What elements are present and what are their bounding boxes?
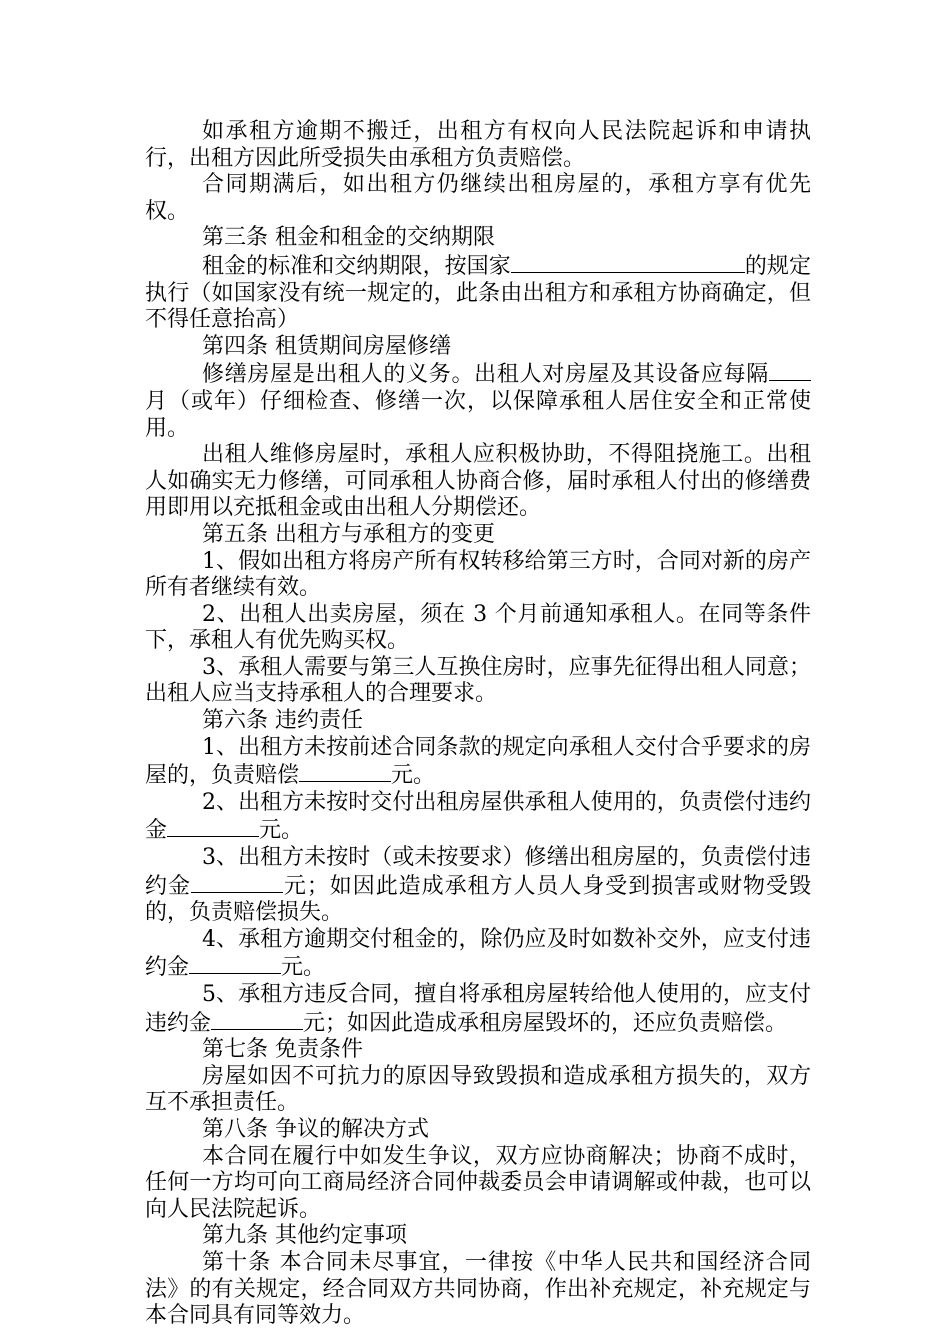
heading-article-4	[145, 334, 811, 361]
text: 租金的标准和交纳期限，按国家	[202, 253, 511, 279]
document-page	[145, 119, 811, 1330]
heading-article-8	[145, 1117, 811, 1144]
text: 月（或年）仔细检查、修缮一次，以保障承租人居住安全和正常使用。	[145, 388, 811, 441]
text: 5、承租方违反合同，擅自将承租房屋转给他人使用的，应支付违约金	[145, 982, 811, 1036]
text: 第十条 本合同未尽事宜，一律按《中华人民共和国经济合同法》的有关规定，经合同双方共同协商，作出补充规定，补充规定与本合同具有同等效力。	[145, 1249, 811, 1329]
heading-article-9	[145, 1223, 811, 1250]
text: 3、承租人需要与第三人互换住房时，应事先征得出租人同意；出租人应当支持承租人的合理要求。	[145, 654, 811, 707]
paragraph-breach-4	[145, 927, 811, 982]
text: 2、出租人出卖房屋，须在 3 个月前通知承租人。在同等条件下，承租人有优先购买权。	[145, 601, 811, 654]
text: 第四条 租赁期间房屋修缮	[202, 333, 451, 359]
heading-article-6	[145, 708, 811, 735]
paragraph-repair-duty	[145, 360, 811, 442]
paragraph-eviction	[145, 119, 811, 172]
text: 第三条 租金和租金的交纳期限	[202, 225, 495, 251]
text: 2、出租方未按时交付出租房屋供承租人使用的，负责偿付违约金	[145, 789, 811, 844]
paragraph-breach-3	[145, 845, 811, 927]
text: 元。	[281, 955, 326, 981]
text: 本合同在履行中如发生争议，双方应协商解决；协商不成时，任何一方均可向工商局经济合同仲裁委员会申请调解或仲裁，也可以向人民法院起诉。	[145, 1143, 811, 1222]
text: 元。	[391, 763, 436, 789]
paragraph-breach-2	[145, 790, 811, 845]
text: 3、出租方未按时（或未按要求）修缮出租房屋的，负责偿付违约金	[145, 845, 811, 899]
fill-in-blank	[511, 252, 745, 273]
text: 合同期满后，如出租方仍继续出租房屋的，承租方享有优先权。	[145, 172, 811, 224]
fill-in-blank	[211, 1009, 303, 1030]
paragraph-breach-5	[145, 982, 811, 1037]
text: 如承租方逾期不搬迁，出租方有权向人民法院起诉和申请执行，出租方因此所受损失由承租方负责赔偿。	[145, 119, 811, 171]
paragraph-breach-1	[145, 735, 811, 790]
fill-in-blank	[769, 360, 811, 381]
paragraph-force-majeure	[145, 1064, 811, 1117]
heading-article-3	[145, 225, 811, 252]
paragraph-change-2	[145, 602, 811, 655]
text: 第六条 违约责任	[202, 708, 363, 734]
paragraph-repair-assist	[145, 442, 811, 522]
fill-in-blank	[189, 953, 281, 974]
fill-in-blank	[299, 761, 391, 782]
text: 元；如因此造成承租方人员人身受到损害或财物受毁的，负责赔偿损失。	[145, 873, 811, 926]
heading-article-5	[145, 522, 811, 549]
paragraph-priority	[145, 172, 811, 225]
text: 修缮房屋是出租人的义务。出租人对房屋及其设备应每隔	[202, 362, 769, 388]
paragraph-change-1	[145, 549, 811, 602]
text: 第八条 争议的解决方式	[202, 1116, 429, 1142]
text: 元。	[259, 818, 304, 844]
text: 第七条 免责条件	[202, 1037, 363, 1063]
text: 1、出租方未按前述合同条款的规定向承租人交付合乎要求的房屋的，负责赔偿	[145, 734, 811, 789]
text: 的规定执行（如国家没有统一规定的，此条由出租方和承租方协商确定，但不得任意抬高）	[145, 253, 811, 333]
fill-in-blank	[167, 816, 259, 837]
text: 元；如因此造成承租房屋毁坏的，还应负责赔偿。	[303, 1010, 788, 1036]
paragraph-dispute	[145, 1144, 811, 1224]
text: 4、承租方逾期交付租金的，除仍应及时如数补交外，应支付违约金	[145, 926, 811, 981]
text: 1、假如出租方将房产所有权转移给第三方时，合同对新的房产所有者继续有效。	[145, 548, 811, 601]
text: 房屋如因不可抗力的原因导致毁损和造成承租方损失的，双方互不承担责任。	[145, 1063, 811, 1116]
paragraph-rent-standard	[145, 252, 811, 334]
text: 第五条 出租方与承租方的变更	[202, 521, 495, 547]
paragraph-article-10	[145, 1250, 811, 1330]
text: 出租人维修房屋时，承租人应积极协助，不得阻挠施工。出租人如确实无力修缮，可同承租人协商合修，届时承租人付出的修缮费用即用以充抵租金或由出租人分期偿还。	[145, 442, 811, 521]
paragraph-change-3	[145, 655, 811, 708]
text: 第九条 其他约定事项	[202, 1223, 407, 1249]
heading-article-7	[145, 1037, 811, 1064]
fill-in-blank	[191, 872, 283, 893]
